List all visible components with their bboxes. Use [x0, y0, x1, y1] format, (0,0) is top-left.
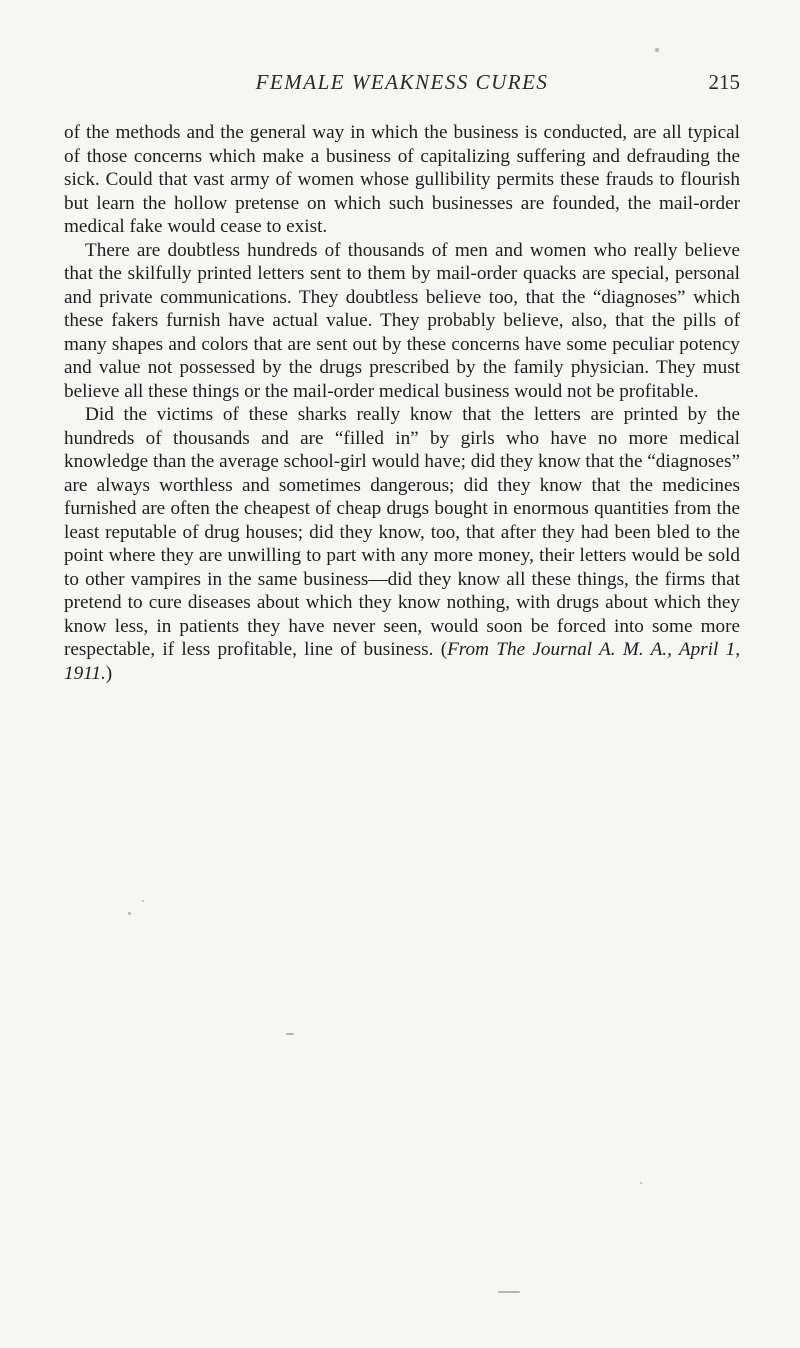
paper-speck: [498, 1291, 520, 1293]
paragraph-believers: There are doubtless hundreds of thousands of men and women who really believe that the skilfully printed letters sent to them by mail-order quacks are special, personal and private communications. They doubtless believe too, that the “diagnoses” which these fakers furnish have actual value. They probably believe, also, that the pills of many shapes and colors that are sent out by these concerns have some peculiar potency and value not possessed by the drugs prescribed by the family physician. They must believe all these things or the mail-order medical business would not be profitable.: [64, 239, 740, 402]
paper-speck: [655, 48, 659, 52]
running-title: FEMALE WEAKNESS CURES: [255, 70, 549, 94]
page-number: 215: [708, 70, 740, 94]
citation-open-paren: (: [440, 639, 448, 660]
paper-speck: [640, 1182, 642, 1184]
paper-speck: [128, 912, 131, 915]
paragraph-victims-text: Did the victims of these sharks really know that the letters are printed by the hundreds of thousands and are “filled in” by girls who have no more medical knowledge than the average school-girl would have; did they know that the “diagnoses” are always worthless and sometimes dangerous; did they know that the medicines furnished are often the cheapest of cheap drugs bought in enormous quantities from the least reputable of drug houses; did they know, too, that after they had been bled to the point where they are unwilling to part with any more money, their letters would be sold to other vampires in the same business—did they know all these things, the firms that pretend to cure diseases about which they know nothing, with drugs about which they know less, in patients they have never seen, would soon be forced into some more respectable, if less profitable, line of business.: [64, 404, 740, 660]
running-head: [64, 70, 740, 100]
paragraph-victims: [64, 403, 740, 685]
body-text: [64, 121, 740, 685]
paragraph-continued: of the methods and the general way in which the business is conducted, are all typical of those concerns which make a business of capitalizing suffering and defrauding the sick. Could that vast army of women whose gullibility permits these frauds to flourish but learn the hollow pretense on which such businesses are founded, the mail-order medical fake would cease to exist.: [64, 122, 740, 237]
citation-close-paren: ): [105, 662, 113, 684]
paper-speck: [286, 1033, 294, 1035]
citation-source: From The Journal A. M. A., April 1, 1911.: [64, 639, 740, 684]
paper-speck: [142, 900, 144, 902]
